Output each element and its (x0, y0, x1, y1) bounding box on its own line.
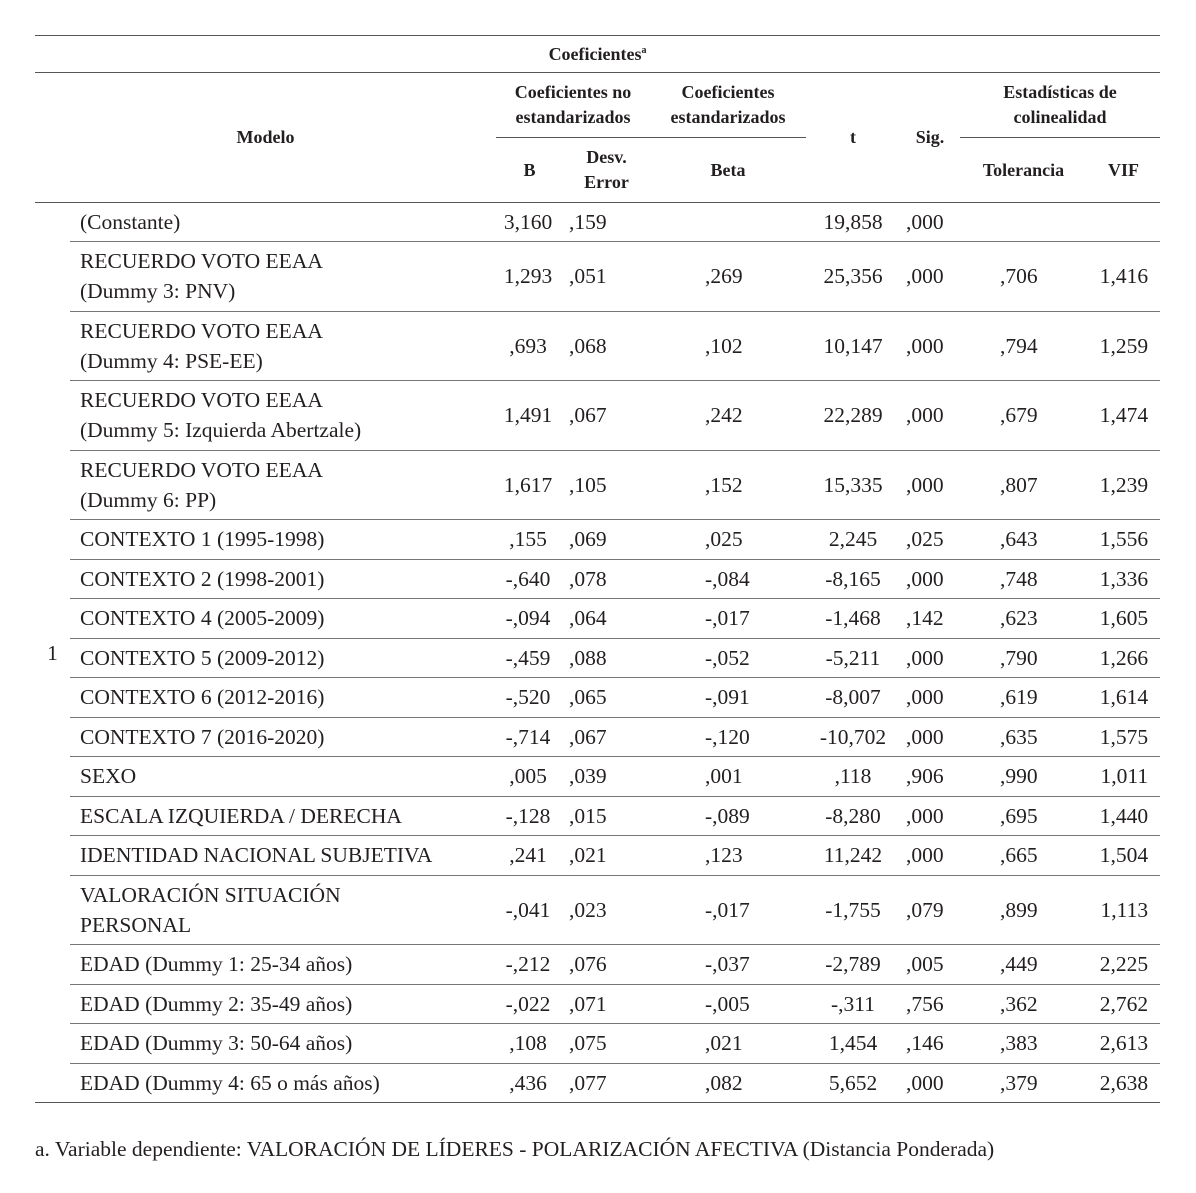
std-error-cell: ,067 (563, 381, 650, 451)
table-title (35, 36, 1160, 73)
significance-cell: ,000 (900, 796, 960, 836)
vif-cell: 1,259 (1087, 311, 1160, 381)
beta-cell: -,017 (650, 599, 806, 639)
beta-cell: ,269 (650, 242, 806, 312)
t-value-cell: -2,789 (806, 945, 900, 985)
variable-name (70, 311, 496, 381)
std-error-cell: ,023 (563, 875, 650, 945)
t-value-cell: -5,211 (806, 638, 900, 678)
significance-cell: ,000 (900, 638, 960, 678)
variable-name-line: VALORACIÓN SITUACIÓN (80, 882, 341, 907)
variable-name-line: EDAD (Dummy 1: 25-34 años) (80, 952, 353, 977)
t-value-cell: ,118 (806, 757, 900, 797)
tolerance-cell: ,665 (960, 836, 1087, 876)
table-row (35, 450, 1160, 520)
vif-cell: 1,239 (1087, 450, 1160, 520)
vif-cell: 2,638 (1087, 1063, 1160, 1103)
significance-cell: ,025 (900, 520, 960, 560)
std-error-cell: ,021 (563, 836, 650, 876)
vif-cell: 1,440 (1087, 796, 1160, 836)
beta-cell (650, 203, 806, 242)
table-row (35, 638, 1160, 678)
variable-name (70, 520, 496, 560)
vif-cell: 1,336 (1087, 559, 1160, 599)
tolerance-cell: ,679 (960, 381, 1087, 451)
variable-name-line: SEXO (80, 764, 137, 789)
beta-cell: -,017 (650, 875, 806, 945)
std-error-cell: ,076 (563, 945, 650, 985)
tolerance-cell: ,362 (960, 984, 1087, 1024)
std-error-cell: ,039 (563, 757, 650, 797)
variable-name (70, 381, 496, 451)
t-value-cell: 15,335 (806, 450, 900, 520)
t-value-cell: -1,755 (806, 875, 900, 945)
coef-b-cell: -,520 (496, 678, 563, 718)
coef-b-cell: -,212 (496, 945, 563, 985)
variable-name-line: EDAD (Dummy 3: 50-64 años) (80, 1031, 353, 1056)
variable-name (70, 559, 496, 599)
t-value-cell: 25,356 (806, 242, 900, 312)
significance-cell: ,000 (900, 559, 960, 599)
beta-cell: ,021 (650, 1024, 806, 1064)
header-vif: VIF (1087, 138, 1160, 203)
table-body (35, 203, 1160, 1103)
header-sig: Sig. (900, 73, 960, 203)
std-error-cell: ,088 (563, 638, 650, 678)
std-error-cell: ,067 (563, 717, 650, 757)
coef-b-cell: -,022 (496, 984, 563, 1024)
table-row (35, 836, 1160, 876)
header-std-error-label: Desv. Error (584, 147, 629, 192)
variable-name (70, 678, 496, 718)
t-value-cell: -8,280 (806, 796, 900, 836)
vif-cell: 1,504 (1087, 836, 1160, 876)
vif-cell: 2,613 (1087, 1024, 1160, 1064)
header-beta: Beta (650, 138, 806, 203)
table-row (35, 599, 1160, 639)
vif-cell: 1,011 (1087, 757, 1160, 797)
tolerance-cell (960, 203, 1087, 242)
significance-cell: ,005 (900, 945, 960, 985)
vif-cell: 1,266 (1087, 638, 1160, 678)
std-error-cell: ,078 (563, 559, 650, 599)
beta-cell: ,102 (650, 311, 806, 381)
variable-name (70, 984, 496, 1024)
variable-name-line: PERSONAL (80, 912, 192, 937)
table-row (35, 520, 1160, 560)
header-standardized-label: Coeficientes estandarizados (670, 82, 786, 127)
significance-cell: ,079 (900, 875, 960, 945)
vif-cell: 1,416 (1087, 242, 1160, 312)
significance-cell: ,142 (900, 599, 960, 639)
t-value-cell: 22,289 (806, 381, 900, 451)
variable-name (70, 638, 496, 678)
table-header (35, 36, 1160, 203)
beta-cell: -,091 (650, 678, 806, 718)
variable-name-line: (Dummy 6: PP) (80, 487, 217, 512)
coef-b-cell: ,108 (496, 1024, 563, 1064)
variable-name (70, 1024, 496, 1064)
variable-name-line: RECUERDO VOTO EEAA (80, 249, 323, 274)
t-value-cell: -8,007 (806, 678, 900, 718)
beta-cell: -,120 (650, 717, 806, 757)
variable-name-line: CONTEXTO 2 (1998-2001) (80, 566, 325, 591)
coefficients-table-container (35, 35, 1160, 1103)
model-number: 1 (35, 203, 70, 1103)
std-error-cell: ,071 (563, 984, 650, 1024)
coef-b-cell: -,128 (496, 796, 563, 836)
tolerance-cell: ,619 (960, 678, 1087, 718)
std-error-cell: ,105 (563, 450, 650, 520)
variable-name-line: IDENTIDAD NACIONAL SUBJETIVA (80, 843, 433, 868)
vif-cell: 1,614 (1087, 678, 1160, 718)
table-row (35, 242, 1160, 312)
tolerance-cell: ,379 (960, 1063, 1087, 1103)
significance-cell: ,000 (900, 1063, 960, 1103)
table-row (35, 678, 1160, 718)
coef-b-cell: -,041 (496, 875, 563, 945)
beta-cell: ,001 (650, 757, 806, 797)
variable-name (70, 599, 496, 639)
variable-name-line: CONTEXTO 4 (2005-2009) (80, 606, 325, 631)
std-error-cell: ,068 (563, 311, 650, 381)
t-value-cell: 5,652 (806, 1063, 900, 1103)
coef-b-cell: 3,160 (496, 203, 563, 242)
t-value-cell: -8,165 (806, 559, 900, 599)
variable-name (70, 875, 496, 945)
variable-name (70, 945, 496, 985)
tolerance-cell: ,449 (960, 945, 1087, 985)
table-row (35, 875, 1160, 945)
beta-cell: -,084 (650, 559, 806, 599)
std-error-cell: ,075 (563, 1024, 650, 1064)
table-row (35, 311, 1160, 381)
table-footnote: a. Variable dependiente: VALORACIÓN DE LÍDERES - POLARIZACIÓN AFECTIVA (Distancia Ponderada) (35, 1137, 995, 1161)
vif-cell: 2,762 (1087, 984, 1160, 1024)
std-error-cell: ,077 (563, 1063, 650, 1103)
tolerance-cell: ,623 (960, 599, 1087, 639)
coef-b-cell: -,094 (496, 599, 563, 639)
significance-cell: ,000 (900, 450, 960, 520)
significance-cell: ,000 (900, 717, 960, 757)
significance-cell: ,906 (900, 757, 960, 797)
footnote-marker: a (641, 44, 647, 56)
variable-name (70, 242, 496, 312)
significance-cell: ,000 (900, 678, 960, 718)
variable-name-line: CONTEXTO 5 (2009-2012) (80, 645, 325, 670)
t-value-cell: 11,242 (806, 836, 900, 876)
table-row (35, 945, 1160, 985)
variable-name-line: RECUERDO VOTO EEAA (80, 388, 323, 413)
t-value-cell: 19,858 (806, 203, 900, 242)
beta-cell: ,242 (650, 381, 806, 451)
beta-cell: -,005 (650, 984, 806, 1024)
header-tolerance: Tolerancia (960, 138, 1087, 203)
t-value-cell: 10,147 (806, 311, 900, 381)
header-model: Modelo (35, 73, 496, 203)
std-error-cell: ,159 (563, 203, 650, 242)
std-error-cell: ,051 (563, 242, 650, 312)
variable-name-line: (Constante) (80, 210, 181, 234)
variable-name-line: RECUERDO VOTO EEAA (80, 457, 323, 482)
significance-cell: ,146 (900, 1024, 960, 1064)
header-collinearity-group (960, 73, 1160, 138)
tolerance-cell: ,899 (960, 875, 1087, 945)
beta-cell: ,123 (650, 836, 806, 876)
variable-name-line: RECUERDO VOTO EEAA (80, 318, 323, 343)
variable-name (70, 796, 496, 836)
table-title-text: Coeficientes (548, 43, 642, 64)
coef-b-cell: 1,293 (496, 242, 563, 312)
t-value-cell: 1,454 (806, 1024, 900, 1064)
header-standardized-group (650, 73, 806, 138)
tolerance-cell: ,635 (960, 717, 1087, 757)
variable-name-line: EDAD (Dummy 2: 35-49 años) (80, 991, 353, 1016)
variable-name (70, 717, 496, 757)
beta-cell: ,082 (650, 1063, 806, 1103)
variable-name-line: (Dummy 4: PSE-EE) (80, 348, 263, 373)
header-b: B (496, 138, 563, 203)
std-error-cell: ,064 (563, 599, 650, 639)
table-row (35, 1024, 1160, 1064)
t-value-cell: -1,468 (806, 599, 900, 639)
tolerance-cell: ,790 (960, 638, 1087, 678)
beta-cell: ,152 (650, 450, 806, 520)
tolerance-cell: ,794 (960, 311, 1087, 381)
tolerance-cell: ,990 (960, 757, 1087, 797)
variable-name-line: (Dummy 3: PNV) (80, 279, 236, 304)
table-row (35, 559, 1160, 599)
coef-b-cell: -,459 (496, 638, 563, 678)
variable-name-line: CONTEXTO 7 (2016-2020) (80, 724, 325, 749)
t-value-cell: -,311 (806, 984, 900, 1024)
coef-b-cell: 1,491 (496, 381, 563, 451)
table-row (35, 1063, 1160, 1103)
t-value-cell: 2,245 (806, 520, 900, 560)
t-value-cell: -10,702 (806, 717, 900, 757)
header-std-error (563, 138, 650, 203)
coef-b-cell: ,005 (496, 757, 563, 797)
variable-name (70, 757, 496, 797)
table-row (35, 381, 1160, 451)
std-error-cell: ,069 (563, 520, 650, 560)
header-unstandardized-group (496, 73, 650, 138)
tolerance-cell: ,807 (960, 450, 1087, 520)
coef-b-cell: ,241 (496, 836, 563, 876)
variable-name-line: (Dummy 5: Izquierda Abertzale) (80, 418, 362, 443)
variable-name (70, 836, 496, 876)
variable-name (70, 1063, 496, 1103)
significance-cell: ,000 (900, 311, 960, 381)
std-error-cell: ,065 (563, 678, 650, 718)
tolerance-cell: ,643 (960, 520, 1087, 560)
coef-b-cell: ,436 (496, 1063, 563, 1103)
variable-name-line: CONTEXTO 6 (2012-2016) (80, 685, 325, 710)
coef-b-cell: ,155 (496, 520, 563, 560)
variable-name (70, 203, 496, 242)
tolerance-cell: ,748 (960, 559, 1087, 599)
significance-cell: ,000 (900, 381, 960, 451)
header-unstandardized-label: Coeficientes no estandarizados (514, 82, 632, 127)
coef-b-cell: -,714 (496, 717, 563, 757)
coef-b-cell: -,640 (496, 559, 563, 599)
tolerance-cell: ,706 (960, 242, 1087, 312)
coefficients-table (35, 35, 1160, 1103)
beta-cell: ,025 (650, 520, 806, 560)
beta-cell: -,052 (650, 638, 806, 678)
variable-name-line: CONTEXTO 1 (1995-1998) (80, 527, 325, 552)
variable-name-line: ESCALA IZQUIERDA / DERECHA (80, 803, 402, 828)
table-row (35, 717, 1160, 757)
header-t: t (806, 73, 900, 203)
coef-b-cell: 1,617 (496, 450, 563, 520)
vif-cell: 1,575 (1087, 717, 1160, 757)
variable-name (70, 450, 496, 520)
std-error-cell: ,015 (563, 796, 650, 836)
beta-cell: -,089 (650, 796, 806, 836)
significance-cell: ,000 (900, 203, 960, 242)
table-row (35, 796, 1160, 836)
vif-cell: 1,605 (1087, 599, 1160, 639)
table-row (35, 984, 1160, 1024)
vif-cell: 1,556 (1087, 520, 1160, 560)
variable-name-line: EDAD (Dummy 4: 65 o más años) (80, 1070, 380, 1095)
beta-cell: -,037 (650, 945, 806, 985)
significance-cell: ,000 (900, 836, 960, 876)
significance-cell: ,000 (900, 242, 960, 312)
coef-b-cell: ,693 (496, 311, 563, 381)
tolerance-cell: ,695 (960, 796, 1087, 836)
table-row (35, 203, 1160, 242)
tolerance-cell: ,383 (960, 1024, 1087, 1064)
header-collinearity-label: Estadísticas de colinealidad (1003, 82, 1117, 127)
significance-cell: ,756 (900, 984, 960, 1024)
vif-cell (1087, 203, 1160, 242)
vif-cell: 1,474 (1087, 381, 1160, 451)
vif-cell: 1,113 (1087, 875, 1160, 945)
vif-cell: 2,225 (1087, 945, 1160, 985)
table-row (35, 757, 1160, 797)
